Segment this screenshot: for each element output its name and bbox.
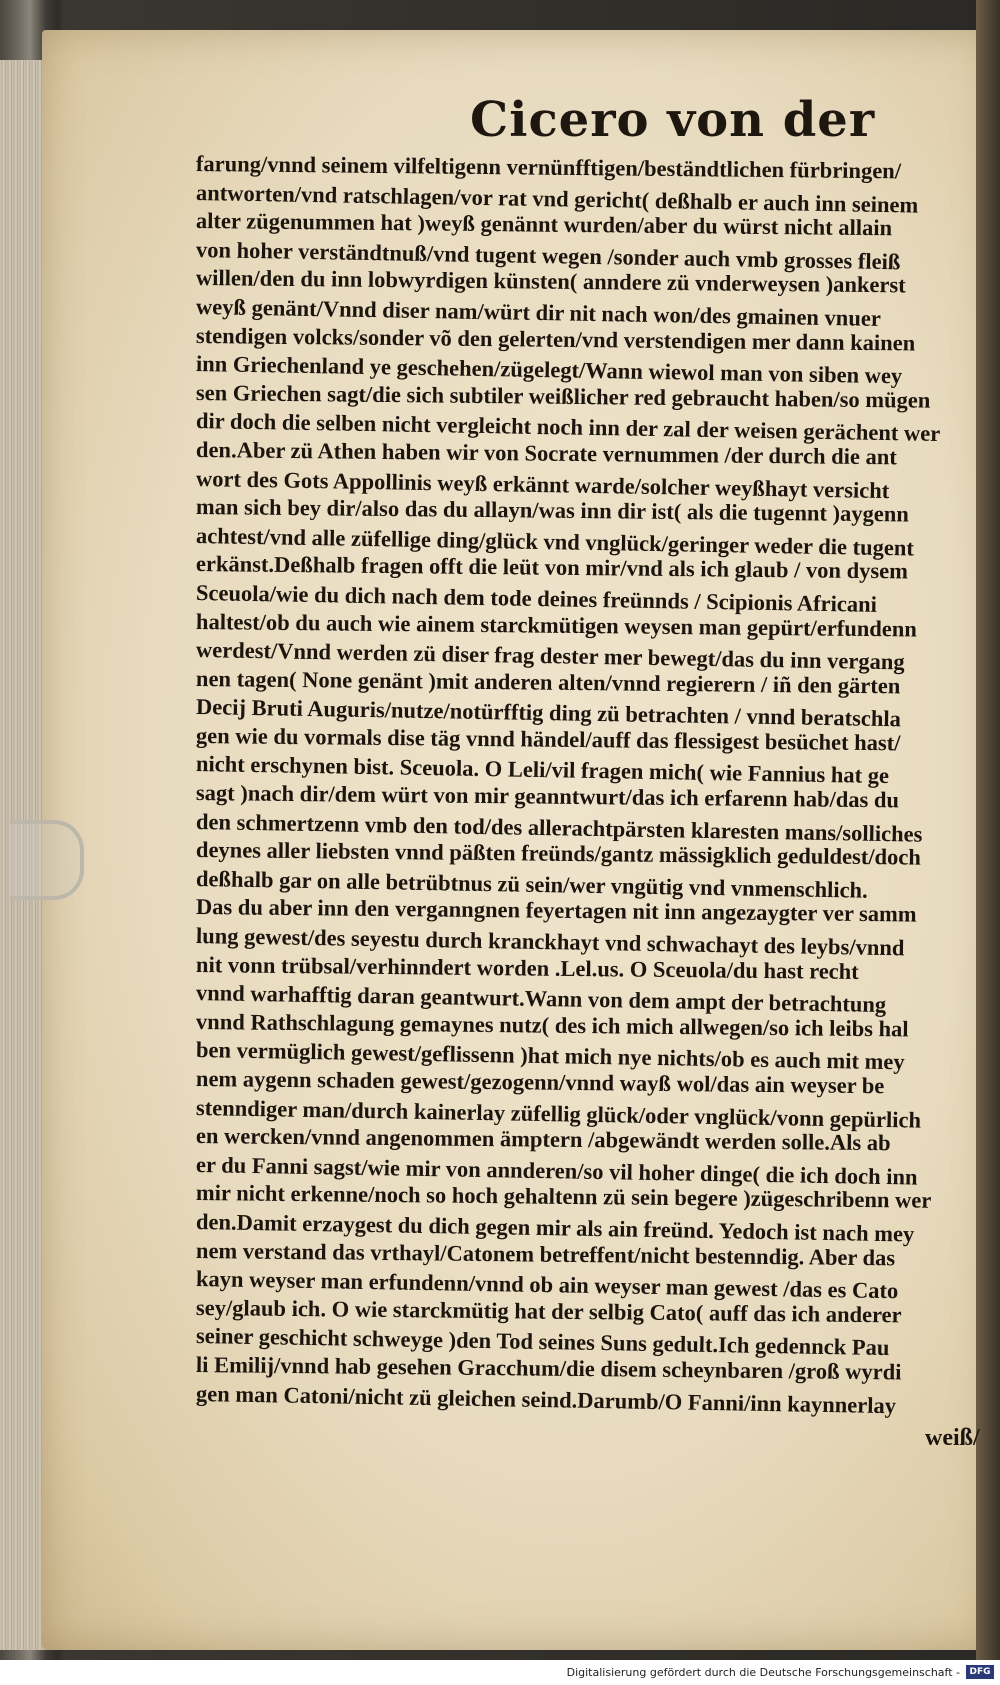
text-line: sen Griechen sagt/die sich subtiler weißlicher red gebraucht haben/so mügen — [195, 379, 931, 413]
text-line: nen tagen( None genänt )mit anderen alten/vnnd regierern / iñ den gärten — [195, 665, 901, 699]
body-text — [195, 150, 996, 1418]
text-line: ben vermüglich gewest/geflissenn )hat mich nye nichts/ob es auch mit mey — [195, 1037, 905, 1075]
text-line: gen man Catoni/nicht zü gleichen seind.Darumb/O Fanni/inn kaynnerlay — [195, 1380, 897, 1418]
text-line: willen/den du inn lobwyrdigen künsten( anndere zü vnderweysen )ankerst — [195, 265, 906, 298]
text-line: wort des Gots Appollinis weyß erkännt warde/solcher weyßhayt versicht — [195, 465, 890, 503]
digitization-credit: Digitalisierung gefördert durch die Deutsche Forschungsgemeinschaft - — [566, 1666, 960, 1679]
footer-bar — [0, 1660, 1000, 1685]
text-line: en wercken/vnnd angenommen ämptern /abgewändt werden solle.Als ab — [195, 1123, 891, 1156]
dfg-logo: DFG — [966, 1665, 994, 1679]
text-line: inn Griechenland ye geschehen/zügelegt/Wann wiewol man von siben wey — [195, 351, 903, 389]
text-line: nit vonn trübsal/verhinndert worden .Lel.us. O Sceuola/du hast recht — [195, 951, 859, 984]
text-line: vnnd Rathschlagung gemaynes nutz( des ich mich allwegen/so ich leibs hal — [195, 1008, 909, 1042]
text-line: nem aygenn schaden gewest/gezogenn/vnnd wayß wol/das ain weyser be — [195, 1066, 885, 1099]
text-line: den.Damit erzaygest du dich gegen mir als ain freünd. Yedoch ist nach mey — [195, 1208, 915, 1247]
text-line: seiner geschicht schweyge )den Tod seines Suns gedult.Ich gedennck Pau — [195, 1323, 890, 1361]
text-line: alter zügenummen hat )weyß genännt wurden/aber du würst nicht allain — [195, 208, 893, 241]
text-line: den.Aber zü Athen haben wir von Socrate vernummen /der durch die ant — [195, 436, 897, 470]
text-line: Sceuola/wie du dich nach dem tode deines freünnds / Scipionis Africani — [195, 579, 878, 617]
catchword: weiß/ — [925, 1425, 980, 1451]
text-line: gen wie du vormals dise täg vnnd händel/auff das flessigest besüchet hast/ — [195, 722, 901, 756]
text-line: achtest/vnd alle züfellige ding/glück vnd vnglück/geringer weder die tugent — [195, 522, 915, 561]
text-line: stenndiger man/durch kainerlay züfellig glück/oder vnglück/vonn gepürlich — [195, 1094, 922, 1133]
running-header: Cicero von der — [470, 92, 876, 148]
text-line: er du Fanni sagst/wie mir von annderen/so vil hoher dinge( die ich doch inn — [195, 1151, 918, 1190]
text-line: weyß genänt/Vnnd diser nam/würt dir nit nach won/des gmainen vnuer — [195, 293, 882, 331]
text-line: nem verstand das vrthayl/Catonem betreffent/nicht bestenndig. Aber das — [195, 1237, 896, 1270]
text-line: vnnd warhafftig daran geantwurt.Wann von dem ampt der betrachtung — [195, 980, 887, 1018]
text-line: Das du aber inn den verganngnen feyertagen nit inn angezaygter ver samm — [195, 894, 917, 927]
text-line: deßhalb gar on alle betrübtnus zü sein/wer vngütig vnd vnmenschlich. — [195, 865, 868, 903]
text-line: stendigen volcks/sonder võ den gelerten/vnd verstendigen mer dann kainen — [195, 322, 916, 356]
text-line: Decij Bruti Auguris/nutze/notürfftig ding zü betrachten / vnnd beratschla — [195, 694, 902, 732]
text-line: haltest/ob du auch wie ainem starckmütigen weysen man gepürt/erfundenn — [195, 608, 917, 642]
text-line: deynes aller liebsten vnnd päßten freünds/gantz mässigklich geduldest/doch — [195, 837, 922, 870]
text-line: li Emilij/vnnd hab gesehen Gracchum/die disem scheynbaren /groß wyrdi — [195, 1351, 902, 1385]
text-line: antworten/vnd ratschlagen/vor rat vnd gericht( deßhalb er auch inn seinem — [195, 179, 919, 218]
text-line: den schmertzenn vmb den tod/des allerachtpärsten klaresten mans/solliches — [195, 808, 923, 847]
text-line: sagt )nach dir/dem würt von mir geanntwurt/das ich erfarenn hab/das du — [195, 780, 900, 813]
page-clip — [10, 820, 84, 900]
text-line: erkänst.Deßhalb fragen offt die leüt von mir/vnd als ich glaub / von dysem — [195, 551, 909, 584]
text-line: lung gewest/des seyestu durch kranckhayt vnd schwachayt des leybs/vnnd — [195, 923, 905, 961]
text-line: man sich bey dir/also das du allayn/was inn dir ist( als die tugennt )aygenn — [195, 494, 909, 527]
text-line: kayn weyser man erfundenn/vnnd ob ain weyser man gewest /das es Cato — [195, 1266, 899, 1304]
text-line: mir nicht erkenne/noch so hoch gehaltenn zü sein begere )zügeschribenn wer — [195, 1180, 932, 1214]
text-line: nicht erschynen bist. Sceuola. O Leli/vil fragen mich( wie Fannius hat ge — [195, 751, 890, 789]
text-line: werdest/Vnnd werden zü diser frag dester mer bewegt/das du inn vergang — [195, 637, 905, 675]
text-line: farung/vnnd seinem vilfeltigenn vernünfftigen/beständtlichen fürbringen/ — [195, 151, 902, 184]
text-line: dir doch die selben nicht vergleicht noch inn der zal der weisen gerächent wer — [195, 408, 941, 447]
text-line: von hoher verständtnuß/vnd tugent wegen /sonder auch vmb grosses fleiß — [195, 236, 901, 275]
text-line: sey/glaub ich. O wie starckmütig hat der selbig Cato( auff das ich anderer — [195, 1294, 902, 1328]
